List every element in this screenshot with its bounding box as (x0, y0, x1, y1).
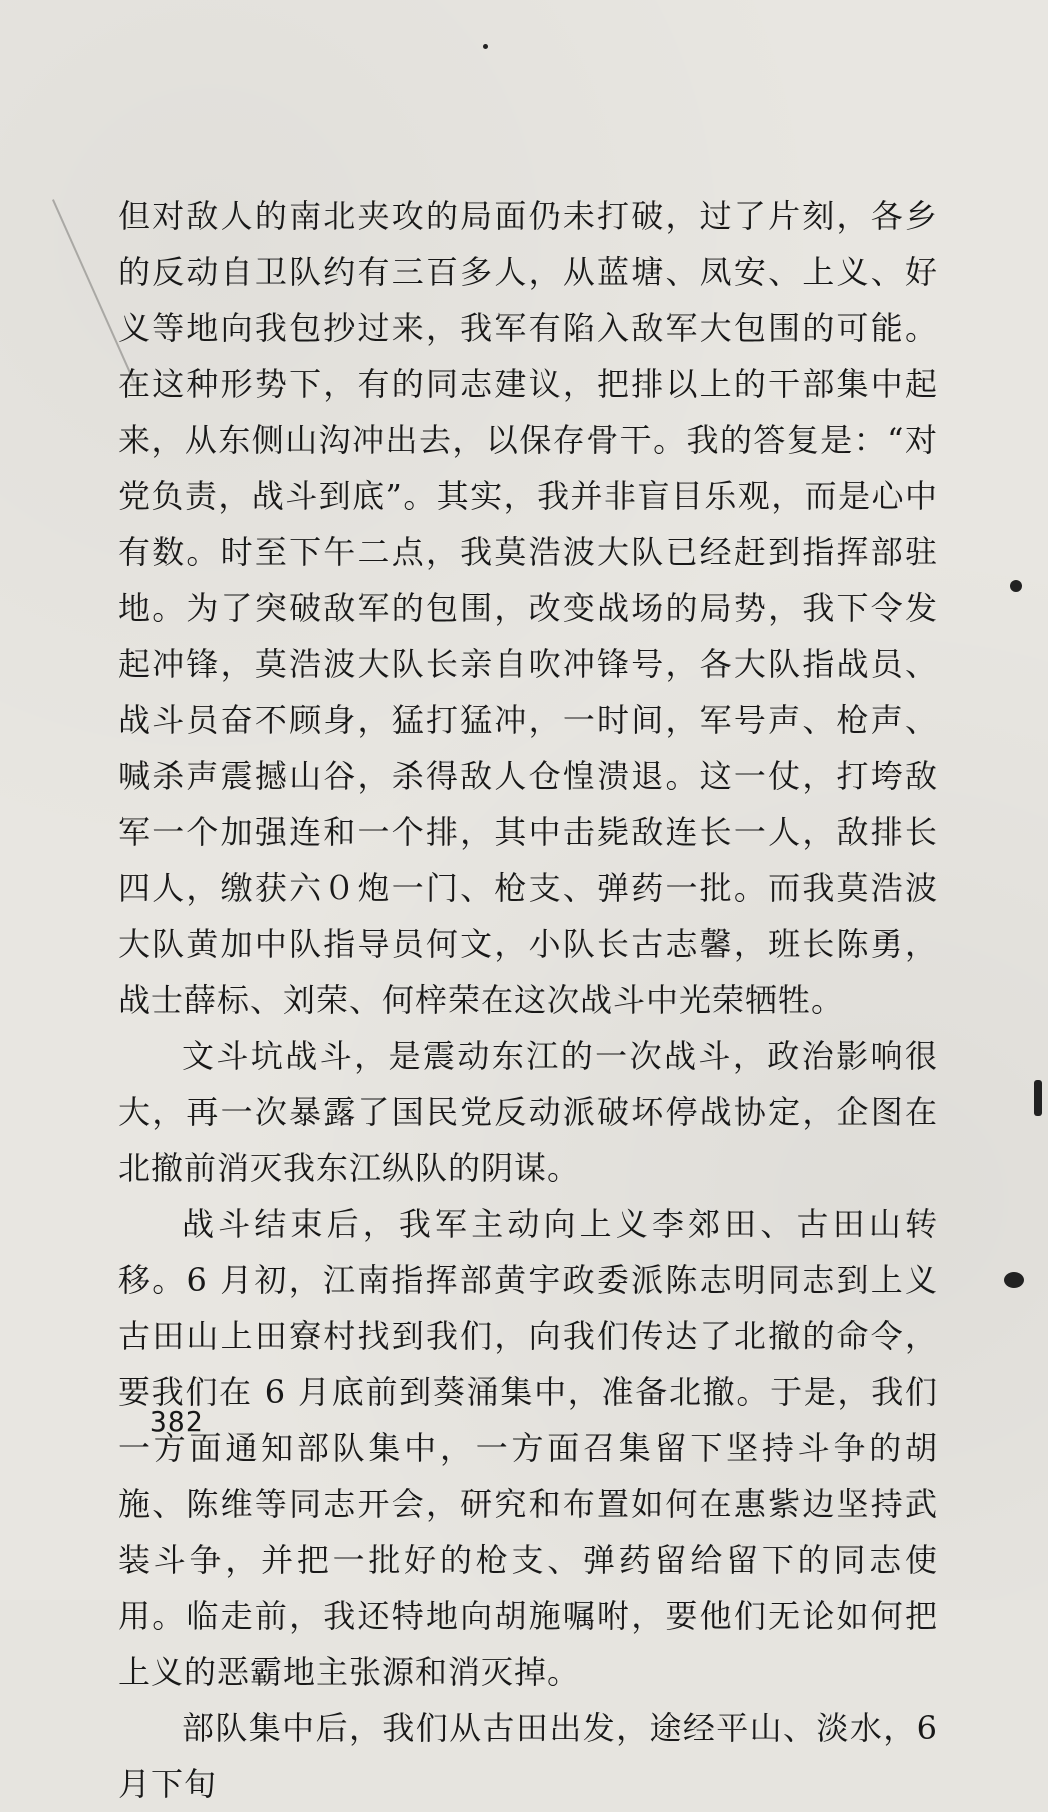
body-text (118, 188, 938, 1812)
scan-artifact-mark (483, 44, 488, 49)
page-number: 382 (150, 1405, 204, 1438)
paragraph: 但对敌人的南北夹攻的局面仍未打破，过了片刻，各乡的反动自卫队约有三百多人，从蓝塘、凤安、上义、好义等地向我包抄过来，我军有陷入敌军大包围的可能。在这种形势下，有的同志建议，把排以上的干部集中起来，从东侧山沟冲出去，以保存骨干。我的答复是：“对党负责，战斗到底”。其实，我并非盲目乐观，而是心中有数。时至下午二点，我莫浩波大队已经赶到指挥部驻地。为了突破敌军的包围，改变战场的局势，我下令发起冲锋，莫浩波大队长亲自吹冲锋号，各大队指战员、战斗员奋不顾身，猛打猛冲，一时间，军号声、枪声、喊杀声震撼山谷，杀得敌人仓惶溃退。这一仗，打垮敌军一个加强连和一个排，其中击毙敌连长一人，敌排长四人，缴获六０炮一门、枪支、弹药一批。而我莫浩波大队黄加中队指导员何文，小队长古志馨，班长陈勇，战士薛标、刘荣、何梓荣在这次战斗中光荣牺牲。 (118, 197, 938, 1019)
paragraph: 战斗结束后，我军主动向上义李郊田、古田山转移。6 月初，江南指挥部黄宇政委派陈志明同志到上义古田山上田寮村找到我们，向我们传达了北撤的命令，要我们在 6 月底前到葵涌集中，准备北撤。于是，我们一方面通知部队集中，一方面召集留下坚持斗争的胡施、陈维等同志开会，研究和布置如何在惠紫边坚持武装斗争，并把一批好的枪支、弹药留给留下的同志使用。临走前，我还特地向胡施嘱咐，要他们无论如何把上义的恶霸地主张源和消灭掉。 (118, 1205, 938, 1691)
scan-artifact-mark (1034, 1080, 1042, 1116)
paragraph: 部队集中后，我们从古田出发，途经平山、淡水，6 月下旬 (118, 1709, 938, 1803)
paragraph: 文斗坑战斗，是震动东江的一次战斗，政治影响很大，再一次暴露了国民党反动派破坏停战协定，企图在北撤前消灭我东江纵队的阴谋。 (118, 1037, 938, 1187)
scan-artifact-mark (1004, 1272, 1024, 1288)
scan-artifact-mark (1010, 580, 1022, 592)
